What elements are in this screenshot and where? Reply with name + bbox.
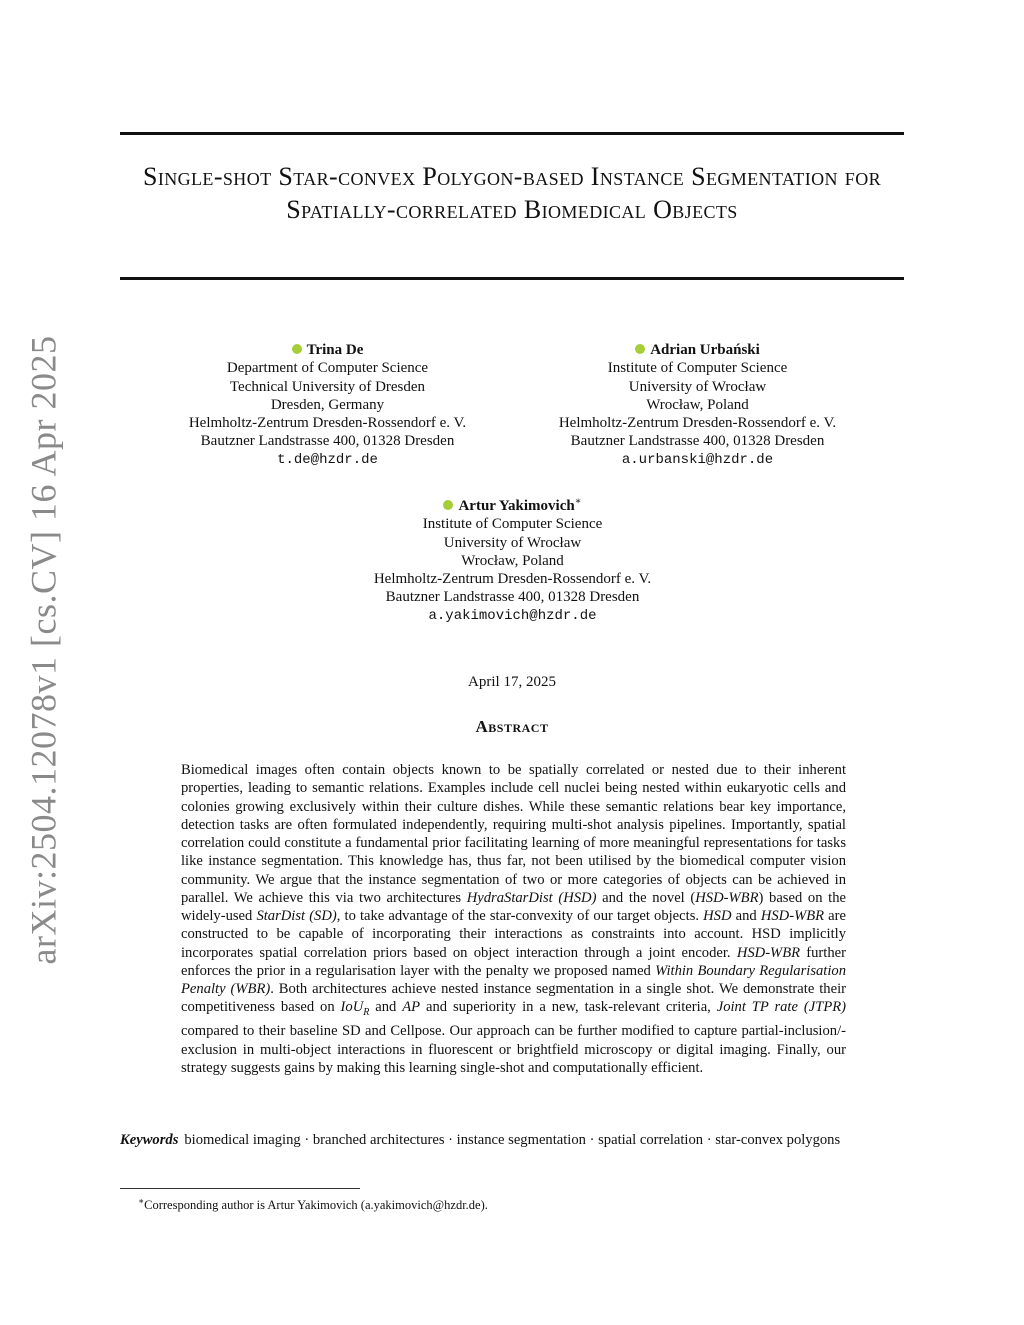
paper-title: Single-shot Star-convex Polygon-based Instance Segmentation for Spatially-correlated Biomedical Objects — [142, 162, 882, 224]
affiliation-line: Department of Computer Science — [226, 360, 429, 377]
affiliation-line: Institute of Computer Science — [422, 516, 603, 533]
author-block-2 — [530, 341, 865, 469]
publication-date: April 17, 2025 — [468, 674, 556, 690]
arxiv-stamp — [8, 335, 78, 965]
author-name: Trina De — [306, 342, 364, 358]
author-mark: ∗ — [574, 496, 582, 507]
footnote-mark: ∗ — [138, 1196, 145, 1206]
affiliation-line: Bautzner Landstrasse 400, 01328 Dresden — [570, 433, 825, 450]
iou-r-math: IoU$_R$ — [340, 999, 370, 1019]
keywords-label: Keywords — [120, 1132, 179, 1148]
footnote — [138, 1193, 898, 1213]
author-block-3 — [345, 497, 680, 625]
author-name: Adrian Urbański — [650, 342, 760, 358]
affiliation-line: Dresden, Germany — [270, 396, 385, 413]
abstract-text: Biomedical images often contain objects known to be spatially correlated or nested due to their inherent properties, leading to semantic relations. Examples include cell nuclei being nested within eukaryotic cells and colonies growing exclusively within their culture dishes. While these semantic relations bear key importance, detection tasks are often formulated independently, requiring multi-shot analysis pipelines. Importantly, spatial correlation could constitute a fundamental prior facilitating learning of more meaningful representations for tasks like instance segmentation. This knowledge has, thus far, not been utilised by the biomedical computer vision community. We argue that the instance segmentation of two or more categories of objects can be achieved in parallel. We achieve this via two architectures HydraStarDist (HSD) and the novel (HSD-WBR) based on the widely-used StarDist (SD), to take advantage of the star-convexity of our target objects. HSD and HSD-WBR are constructed to be capable of incorporating their interactions as constraints into account. HSD implicitly incorporates spatial correlation priors based on object interaction through a joint encoder. HSD-WBR further enforces the prior in a regularisation layer with the penalty we proposed named Within Boundary Regularisation Penalty (WBR). Both architectures achieve nested instance segmentation in a single shot. We demonstrate their competitiveness based on IoU$_R$ and AP and superiority in a new, task-relevant criteria, Joint TP rate (JTPR) compared to their baseline SD and Cellpose. Our approach can be further modified to capture partial-inclusion/-exclusion in multi-object interactions in fluorescent or brightfield microscopy or digital imaging. Finally, our strategy suggests gains by making this learning single-shot and computationally efficient. — [181, 762, 847, 1076]
affiliation-line: Wrocław, Poland — [646, 396, 749, 413]
affiliation-line: Bautzner Landstrasse 400, 01328 Dresden — [385, 589, 640, 606]
author-name: Artur Yakimovich — [458, 498, 575, 514]
orcid-icon[interactable] — [292, 344, 302, 354]
affiliation-line: Technical University of Dresden — [229, 378, 426, 395]
title-rule-bottom — [120, 277, 904, 280]
footnote-rule — [120, 1188, 360, 1189]
affiliation-line: Institute of Computer Science — [607, 360, 788, 377]
affiliation-line: Helmholtz-Zentrum Dresden-Rossendorf e. V. — [373, 571, 652, 588]
affiliation-line: University of Wrocław — [443, 534, 582, 551]
keywords — [120, 1131, 904, 1149]
footnote-text: Corresponding author is Artur Yakimovich (a.yakimovich@hzdr.de). — [144, 1198, 488, 1213]
orcid-icon[interactable] — [443, 500, 453, 510]
affiliation-line: Helmholtz-Zentrum Dresden-Rossendorf e. V. — [558, 415, 837, 432]
affiliation-line: Wrocław, Poland — [461, 552, 564, 569]
orcid-icon[interactable] — [635, 344, 645, 354]
author-email[interactable]: t.de@hzdr.de — [277, 451, 378, 468]
author-email[interactable]: a.yakimovich@hzdr.de — [428, 607, 597, 624]
abstract-heading: Abstract — [475, 717, 549, 736]
affiliation-line: Helmholtz-Zentrum Dresden-Rossendorf e. V. — [188, 415, 467, 432]
author-email[interactable]: a.urbanski@hzdr.de — [621, 451, 774, 468]
author-block-1 — [160, 341, 495, 469]
affiliation-line: University of Wrocław — [628, 378, 767, 395]
affiliation-line: Bautzner Landstrasse 400, 01328 Dresden — [200, 433, 455, 450]
keywords-text: biomedical imaging · branched architectures · instance segmentation · spatial correlation · star-convex polygons — [184, 1132, 841, 1148]
title-rule-top — [120, 132, 904, 135]
arxiv-id: arXiv:2504.12078v1 [cs.CV] 16 Apr 2025 — [23, 335, 64, 965]
